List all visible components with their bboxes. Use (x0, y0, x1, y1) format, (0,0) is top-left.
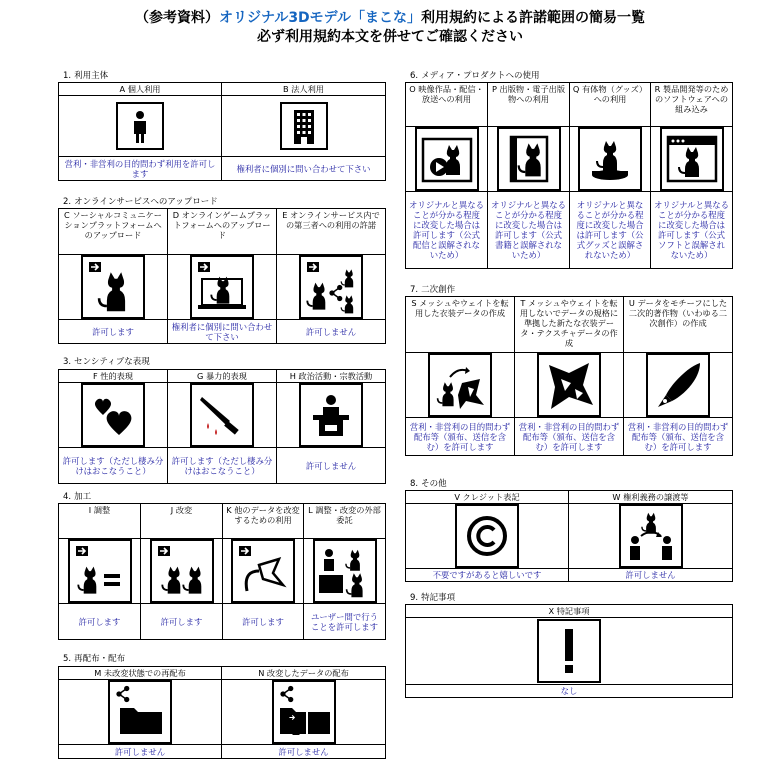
video-cat-icon (415, 127, 479, 191)
podium-icon (299, 383, 363, 447)
label-c: C ソーシャルコミュニケーションプラットフォームへのアップロード (59, 209, 168, 255)
section-2-title: 2. オンラインサービスへのアップロード (63, 197, 218, 207)
answer-k: 許可します (223, 604, 304, 640)
label-m: M 未改変状態での再配布 (59, 667, 222, 680)
section-8-title: 8. その他 (410, 479, 447, 489)
exclamation-icon (537, 619, 601, 683)
label-q: Q 有体物（グッズ）への利用 (570, 83, 651, 127)
hearts-icon (81, 383, 145, 447)
answer-w: 許可しません (569, 569, 733, 582)
transfer-icon (619, 504, 683, 568)
label-j: J 改変 (141, 504, 223, 539)
answer-a: 営利・非営利の目的問わず利用を許可します (59, 157, 222, 181)
page-title (0, 9, 780, 28)
figure-cat-icon (578, 127, 642, 191)
answer-m: 許可しません (59, 745, 222, 759)
modify-cats-icon (150, 539, 214, 603)
answer-v: 不要ですがあると嬉しいです (406, 569, 569, 582)
answer-d: 権利者に個別に問い合わせて下さい (168, 320, 277, 344)
title-accent: オリジナル3Dモデル「まこな」 (219, 10, 421, 26)
label-t: T メッシュやウェイトを転用しないでデータの規格に準拠した新たな衣装データ・テクスチャデータの作成 (515, 297, 624, 353)
answer-r: オリジナルと異なることが分かる程度に改変した場合は許可します（公式ソフトと誤解されないため） (651, 192, 733, 269)
cat-curve-icon (231, 539, 295, 603)
answer-u: 営利・非営利の目的問わず配布等（頒布、送信を含む）を許可します (624, 418, 733, 456)
pen-nib-icon (646, 353, 710, 417)
answer-p: オリジナルと異なることが分かる程度に改変した場合は許可します（公式書籍と誤解されないため） (488, 192, 570, 269)
section-6-table (405, 82, 733, 269)
new-costume-icon (537, 353, 601, 417)
answer-s: 営利・非営利の目的問わず配布等（頒布、送信を含む）を許可します (406, 418, 515, 456)
page-header (0, 9, 780, 47)
section-5-title: 5. 再配布・配布 (63, 654, 126, 664)
answer-n: 許可しません (222, 745, 386, 759)
share-modified-icon (272, 680, 336, 744)
label-w: W 権利義務の譲渡等 (569, 491, 733, 504)
answer-t: 営利・非営利の目的問わず配布等（頒布、送信を含む）を許可します (515, 418, 624, 456)
section-5-table (58, 666, 386, 759)
software-cat-icon (660, 127, 724, 191)
section-7-title: 7. 二次創作 (410, 285, 456, 295)
answer-g: 許可します（ただし棲み分けはおこなうこと） (168, 448, 277, 484)
share-folder-icon (108, 680, 172, 744)
section-1-title: 1. 利用主体 (63, 71, 109, 81)
label-g: G 暴力的表現 (168, 370, 277, 383)
building-icon (280, 102, 328, 150)
share-network-icon (299, 255, 363, 319)
label-a: A 個人利用 (59, 83, 222, 96)
label-f: F 性的表現 (59, 370, 168, 383)
book-cat-icon (497, 127, 561, 191)
answer-o: オリジナルと異なることが分かる程度に改変した場合は許可します（公式配信と誤解されないため） (406, 192, 488, 269)
section-9-title: 9. 特記事項 (410, 593, 456, 603)
section-6-title: 6. メディア・プロダクトへの使用 (410, 71, 540, 81)
section-7-table (405, 296, 733, 456)
section-2-table (58, 208, 386, 344)
title-suffix: 利用規約による許諾範囲の簡易一覧 (420, 10, 645, 26)
answer-i: 許可します (59, 604, 141, 640)
answer-j: 許可します (141, 604, 223, 640)
answer-x: なし (406, 685, 733, 698)
label-v: V クレジット表記 (406, 491, 569, 504)
label-k: K 他のデータを改変するための利用 (223, 504, 304, 539)
upload-game-icon (190, 255, 254, 319)
section-4-title: 4. 加工 (63, 492, 92, 502)
section-3-table (58, 369, 386, 484)
label-l: L 調整・改変の外部委託 (304, 504, 386, 539)
label-x: X 特記事項 (406, 605, 733, 618)
label-b: B 法人利用 (222, 83, 386, 96)
copyright-icon (455, 504, 519, 568)
answer-l: ユーザー間で行うことを許可します (304, 604, 386, 640)
label-s: S メッシュやウェイトを転用した衣装データの作成 (406, 297, 515, 353)
title-prefix: （参考資料） (135, 10, 220, 26)
label-u: U データをモチーフにした二次的著作物（いわゆる二次創作）の作成 (624, 297, 733, 353)
label-r: R 製品開発等のためのソフトウェアへの組み込み (651, 83, 733, 127)
upload-cat-icon (81, 255, 145, 319)
adjust-equal-icon (68, 539, 132, 603)
person-icon (116, 102, 164, 150)
answer-c: 許可します (59, 320, 168, 344)
section-9-table (405, 604, 733, 698)
label-o: O 映像作品・配信・放送への利用 (406, 83, 488, 127)
section-8-table (405, 490, 733, 582)
label-e: E オンラインサービス内での第三者への利用の許諾 (277, 209, 386, 255)
knife-icon (190, 383, 254, 447)
answer-h: 許可しません (277, 448, 386, 484)
label-p: P 出版物・電子出版物への利用 (488, 83, 570, 127)
answer-f: 許可します（ただし棲み分けはおこなうこと） (59, 448, 168, 484)
label-n: N 改変したデータの配布 (222, 667, 386, 680)
page-subtitle: 必ず利用規約本文を併せてご確認ください (257, 29, 523, 45)
outsourcing-icon (313, 539, 377, 603)
label-h: H 政治活動・宗教活動 (277, 370, 386, 383)
section-3-title: 3. センシティブな表現 (63, 357, 150, 367)
answer-e: 許可しません (277, 320, 386, 344)
answer-b: 権利者に個別に問い合わせて下さい (222, 157, 386, 181)
section-1-table (58, 82, 386, 181)
section-4-table (58, 503, 386, 640)
mesh-costume-icon (428, 353, 492, 417)
label-i: I 調整 (59, 504, 141, 539)
answer-q: オリジナルと異なることが分かる程度に改変した場合は許可します（公式グッズと誤解されないため） (570, 192, 651, 269)
label-d: D オンラインゲームプラットフォームへのアップロード (168, 209, 277, 255)
